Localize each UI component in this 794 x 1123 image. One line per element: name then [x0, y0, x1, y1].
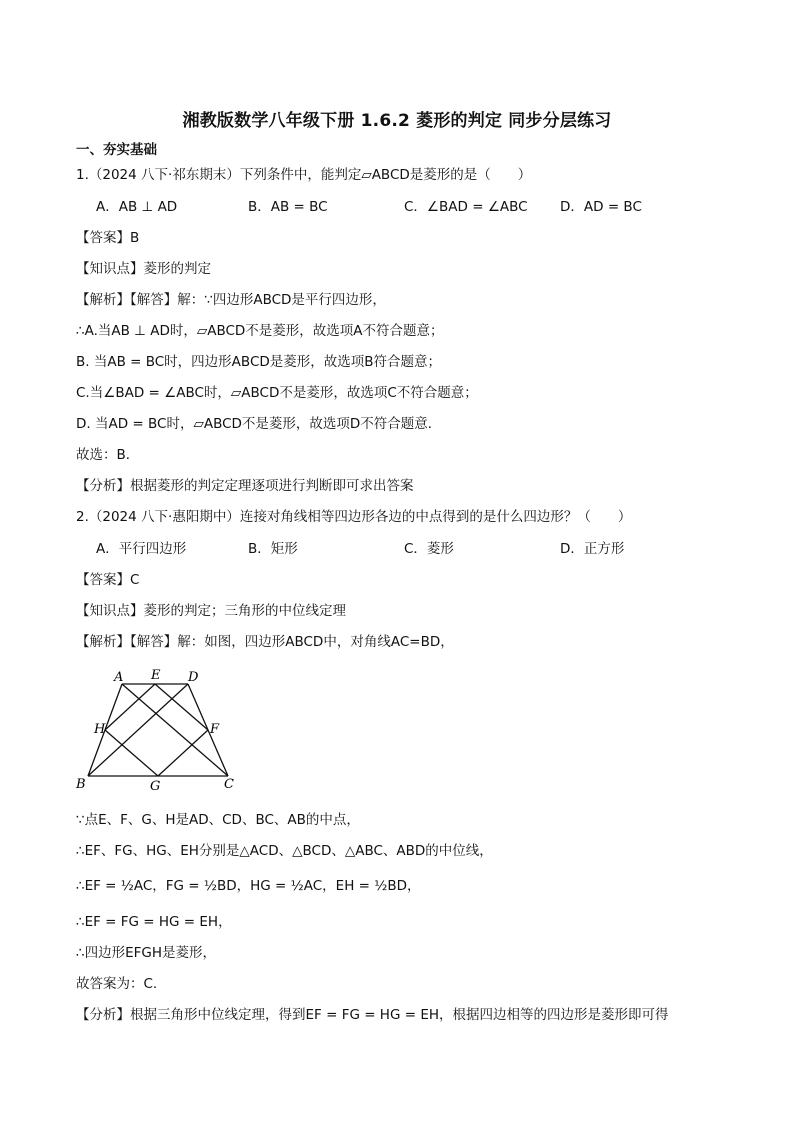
q1-analysis-1: ∴A.当AB ⊥ AD时，▱ABCD不是菱形，故选项A不符合题意； [76, 323, 444, 339]
q2-option-d: D．正方形 [560, 541, 625, 557]
q2-knowledge: 【知识点】菱形的判定；三角形的中位线定理 [76, 603, 346, 619]
q2-step-4: ∴四边形EFGH是菱形， [76, 945, 216, 961]
q2-step-0: ∵点E、F、G、H是AD、CD、BC、AB的中点， [76, 812, 360, 828]
document-title: 湘教版数学八年级下册 1.6.2 菱形的判定 同步分层练习 [182, 111, 612, 131]
label-f: F [210, 722, 220, 737]
q1-option-c: C．∠BAD = ∠ABC [404, 199, 528, 215]
label-b: B [76, 777, 86, 792]
q1-analysis-4: D. 当AD = BC时，▱ABCD不是菱形，故选项D不符合题意． [76, 416, 442, 432]
q2-fenxi: 【分析】根据三角形中位线定理，得到EF = FG = HG = EH，根据四边相等的四边形是菱形即可得 [76, 1007, 669, 1023]
q1-option-b: B．AB = BC [248, 199, 328, 215]
q2-option-b: B．矩形 [248, 541, 298, 557]
q1-analysis-5: 故选：B． [76, 447, 140, 463]
label-h: H [94, 722, 106, 737]
q2-step-3: ∴EF = FG = HG = EH， [76, 914, 232, 930]
label-a: A [114, 670, 124, 685]
q1-option-a: A．AB ⊥ AD [96, 199, 178, 215]
label-e: E [151, 668, 161, 683]
q1-analysis-0: 【解析】【解答】解：∵四边形ABCD是平行四边形， [76, 292, 386, 308]
q2-option-c: C．菱形 [404, 541, 454, 557]
q2-option-a: A．平行四边形 [96, 541, 187, 557]
quadrilateral-figure [70, 664, 250, 794]
label-g: G [150, 779, 161, 794]
q1-analysis-3: C.当∠BAD = ∠ABC时，▱ABCD不是菱形，故选项C不符合题意； [76, 385, 478, 401]
q2-analysis-intro: 【解析】【解答】解：如图，四边形ABCD中，对角线AC=BD， [76, 634, 454, 650]
section-heading: 一、夯实基础 [76, 142, 157, 158]
q2-step-2: ∴EF = ½AC，FG = ½BD，HG = ½AC，EH = ½BD， [76, 878, 421, 894]
q2-step-1: ∴EF、FG、HG、EH分别是△ACD、△BCD、△ABC、ABD的中位线， [76, 843, 493, 859]
q2-stem: 2.（2024 八下·惠阳期中）连接对角线相等四边形各边的中点得到的是什么四边形？（ ） [76, 509, 632, 525]
label-d: D [188, 670, 199, 685]
q1-answer: 【答案】B [76, 230, 140, 246]
q1-stem: 1.（2024 八下·祁东期末）下列条件中，能判定▱ABCD是菱形的是（ ） [76, 167, 532, 183]
q2-answer: 【答案】C [76, 572, 140, 588]
q1-option-d: D．AD = BC [560, 199, 642, 215]
label-c: C [224, 777, 234, 792]
q1-analysis-2: B. 当AB = BC时，四边形ABCD是菱形，故选项B符合题意； [76, 354, 442, 370]
q1-fenxi: 【分析】根据菱形的判定定理逐项进行判断即可求出答案 [76, 478, 414, 494]
q1-knowledge: 【知识点】菱形的判定 [76, 261, 211, 277]
q2-step-5: 故答案为：C. [76, 976, 158, 992]
